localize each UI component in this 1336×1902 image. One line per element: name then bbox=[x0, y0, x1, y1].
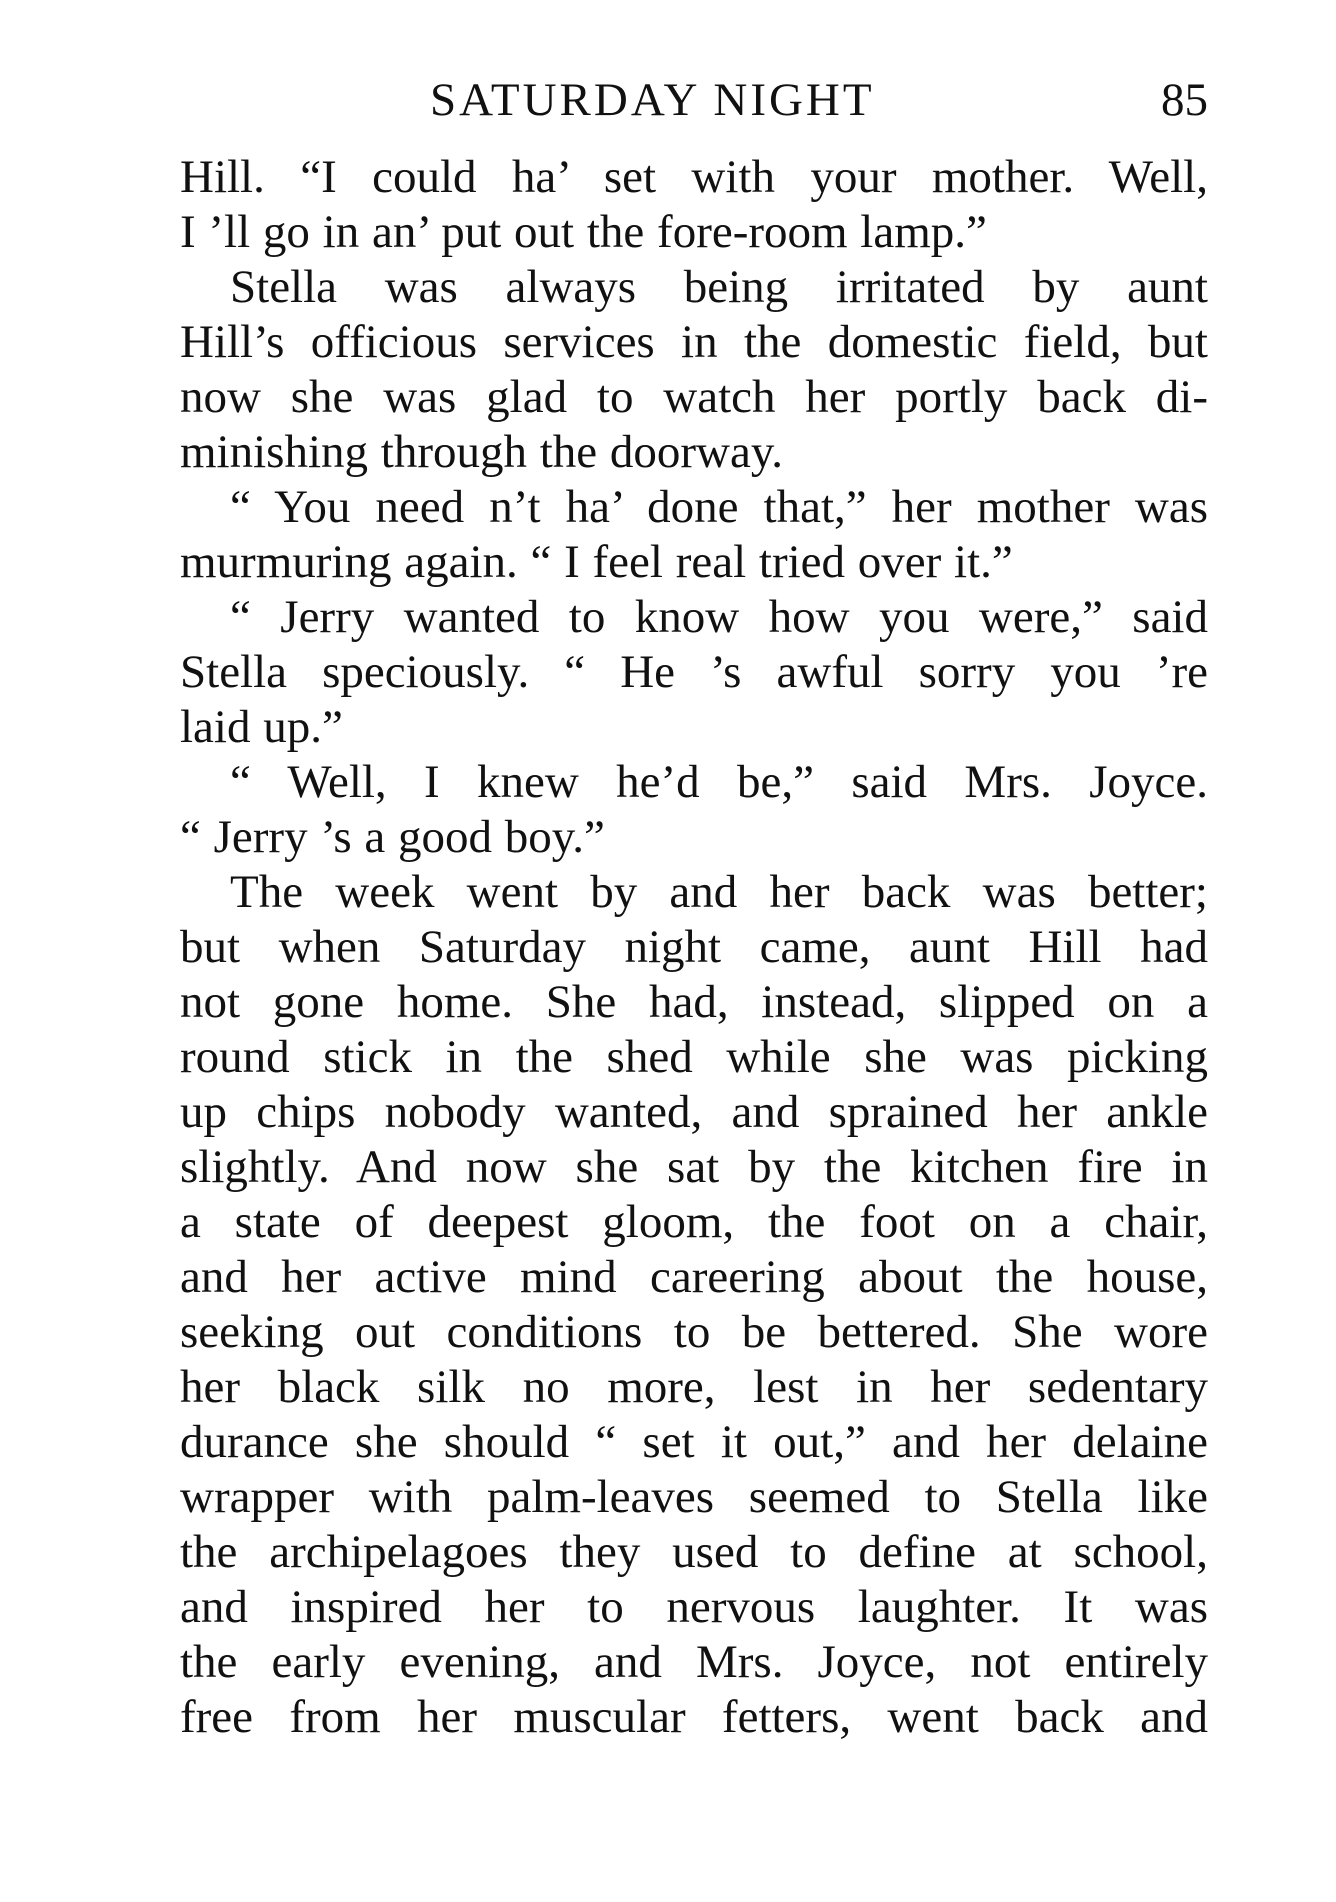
text-line: up chips nobody wanted, and sprained her ankle bbox=[180, 1086, 1208, 1138]
text-line: Stella was always being irritated by aunt bbox=[230, 261, 1208, 313]
text-line: not gone home. She had, instead, slipped on a bbox=[180, 976, 1208, 1028]
text-line: a state of deepest gloom, the foot on a chair, bbox=[180, 1196, 1208, 1248]
text-line: and inspired her to nervous laughter. It was bbox=[180, 1581, 1208, 1633]
text-line: minishing through the doorway. bbox=[180, 426, 784, 478]
text-line: and her active mind careering about the house, bbox=[180, 1251, 1208, 1303]
text-line: “ Jerry ’s a good boy.” bbox=[180, 811, 605, 863]
text-line: laid up.” bbox=[180, 701, 343, 753]
page-number: 85 bbox=[1161, 74, 1208, 126]
text-line: but when Saturday night came, aunt Hill had bbox=[180, 921, 1208, 973]
text-line: wrapper with palm-leaves seemed to Stella like bbox=[180, 1471, 1208, 1523]
text-line: seeking out conditions to be bettered. She wore bbox=[180, 1306, 1208, 1358]
text-line: “ Well, I knew he’d be,” said Mrs. Joyce. bbox=[230, 756, 1208, 808]
text-line: free from her muscular fetters, went back and bbox=[180, 1691, 1208, 1743]
text-line: Hill. “I could ha’ set with your mother. Well, bbox=[180, 151, 1208, 203]
text-line: round stick in the shed while she was picking bbox=[180, 1031, 1208, 1083]
text-line: her black silk no more, lest in her sedentary bbox=[180, 1361, 1208, 1413]
text-line: The week went by and her back was better; bbox=[230, 866, 1208, 918]
body-text bbox=[180, 150, 1208, 1745]
running-title: SATURDAY NIGHT bbox=[430, 74, 875, 126]
text-line: slightly. And now she sat by the kitchen fire in bbox=[180, 1141, 1208, 1193]
running-head bbox=[180, 68, 1208, 132]
text-line: I ’ll go in an’ put out the fore-room lamp.” bbox=[180, 206, 987, 258]
text-line: Stella speciously. “ He ’s awful sorry you ’re bbox=[180, 646, 1208, 698]
text-line: Hill’s officious services in the domestic field, but bbox=[180, 316, 1208, 368]
text-line: now she was glad to watch her portly back di- bbox=[180, 371, 1208, 423]
text-line: the archipelagoes they used to define at school, bbox=[180, 1526, 1208, 1578]
text-line: durance she should “ set it out,” and her delaine bbox=[180, 1416, 1208, 1468]
text-line: “ You need n’t ha’ done that,” her mother was bbox=[230, 481, 1208, 533]
text-line: murmuring again. “ I feel real tried over it.” bbox=[180, 536, 1013, 588]
text-line: “ Jerry wanted to know how you were,” said bbox=[230, 591, 1208, 643]
text-line: the early evening, and Mrs. Joyce, not entirely bbox=[180, 1636, 1208, 1688]
